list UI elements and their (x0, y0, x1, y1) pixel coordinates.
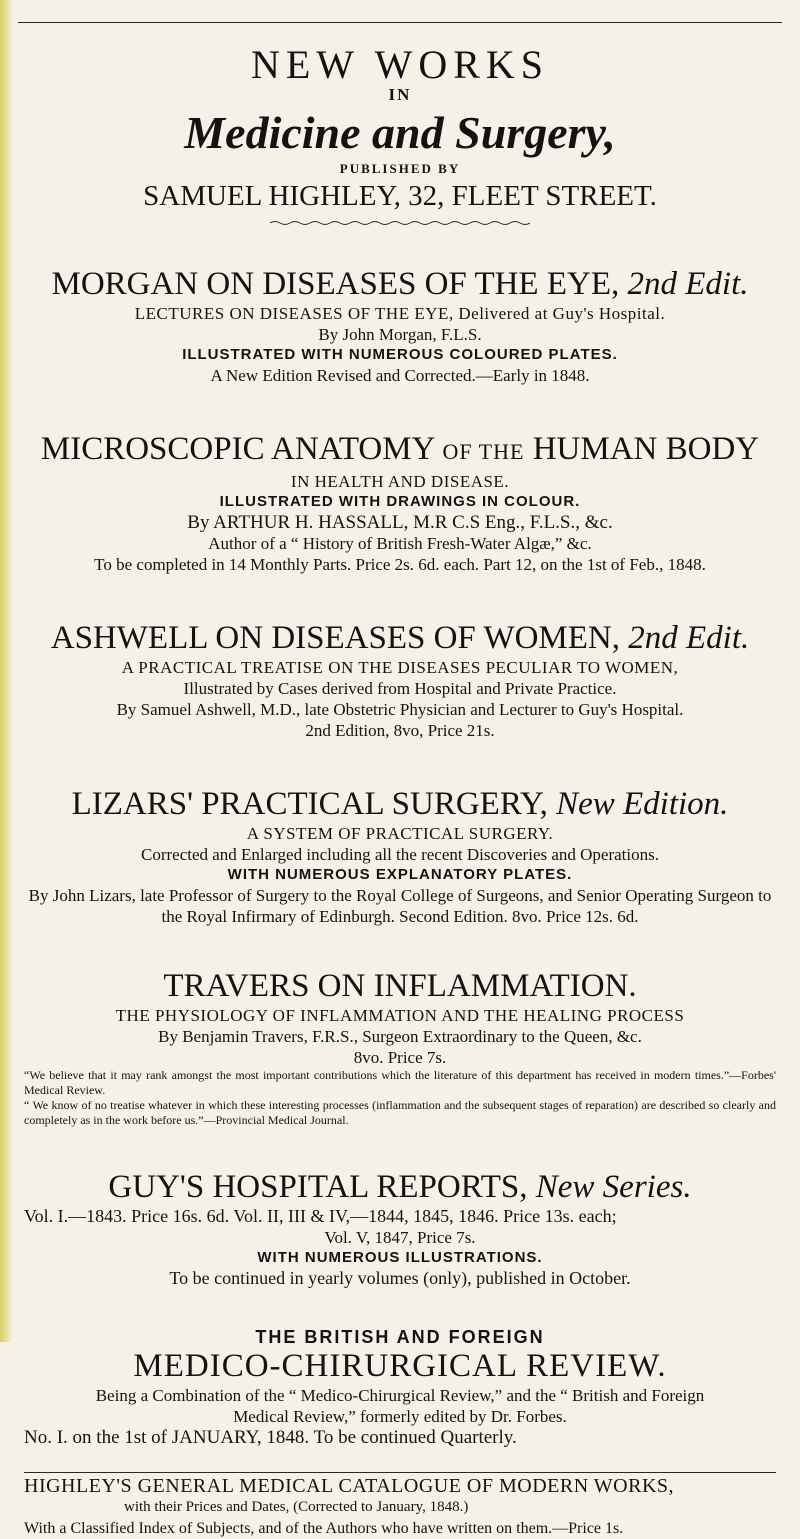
journal-title: MEDICO-CHIRURGICAL REVIEW. (133, 1348, 667, 1384)
header-subject: Medicine and Surgery, (184, 107, 616, 158)
book-subtitle: A SYSTEM OF PRACTICAL SURGERY. (246, 824, 554, 843)
journal-issue: No. I. on the 1st of JANUARY, 1848. To be continued Quarterly. (24, 1427, 517, 1448)
book-guys-reports (24, 1168, 776, 1289)
book-subtitle: THE PHYSIOLOGY OF INFLAMMATION AND THE HEALING PROCESS (115, 1006, 685, 1025)
book-title (24, 430, 776, 471)
publisher-line: SAMUEL HIGHLEY, 32, FLEET STREET. (143, 180, 657, 212)
book-author: By Samuel Ashwell, M.D., late Obstetric Physician and Lecturer to Guy's Hospital. (116, 700, 684, 719)
book-illustration-note: ILLUSTRATED WITH DRAWINGS IN COLOUR. (219, 493, 581, 510)
book-illustration-note: ILLUSTRATED WITH NUMEROUS COLOURED PLATES. (182, 346, 618, 363)
book-title (24, 265, 776, 303)
book-description: Illustrated by Cases derived from Hospital and Private Practice. (183, 679, 617, 698)
book-volumes: Vol. I.—1843. Price 16s. 6d. Vol. II, III & IV,—1844, 1845, 1846. Price 13s. each; (24, 1206, 617, 1226)
book-title (24, 619, 776, 657)
book-travers (24, 967, 776, 1128)
catalogue-rule (24, 1472, 776, 1473)
book-edition: New Series. (535, 1169, 692, 1205)
advertisement-page (24, 0, 776, 1539)
catalogue-title: HIGHLEY'S GENERAL MEDICAL CATALOGUE OF MODERN WORKS, (24, 1475, 675, 1497)
book-subtitle: LECTURES ON DISEASES OF THE EYE, Delivered at Guy's Hospital. (134, 304, 666, 323)
book-author-note: Author of a “ History of British Fresh-Water Algæ,” &c. (208, 534, 592, 553)
catalogue-index-line: With a Classified Index of Subjects, and of the Authors who have written on them.—Price 1s. (24, 1520, 624, 1537)
book-title (24, 785, 776, 823)
book-author: By John Lizars, late Professor of Surgery to the Royal College of Surgeons, and Senior Operating Surgeon to the Royal Infirmary of Edinburgh. Second Edition. 8vo. Price 12s. 6d. (28, 886, 772, 926)
book-title-part-c: HUMAN BODY (524, 431, 760, 467)
book-title-main: GUY'S HOSPITAL REPORTS, (108, 1169, 536, 1205)
wavy-rule (270, 220, 530, 226)
book-title-main: LIZARS' PRACTICAL SURGERY, (71, 786, 557, 822)
book-price: 2nd Edition, 8vo, Price 21s. (305, 721, 495, 740)
journal-description: Being a Combination of the “ Medico-Chirurgical Review,” and the “ British and Foreign (95, 1386, 705, 1405)
header-in: IN (388, 85, 412, 104)
book-subtitle: A PRACTICAL TREATISE ON THE DISEASES PECULIAR TO WOMEN, (121, 658, 679, 677)
book-author: By ARTHUR H. HASSALL, M.R C.S Eng., F.L.S., &c. (187, 512, 613, 533)
journal-description-2: Medical Review,” formerly edited by Dr. Forbes. (233, 1407, 567, 1426)
book-volume-v: Vol. V, 1847, Price 7s. (324, 1228, 476, 1247)
book-subtitle: IN HEALTH AND DISEASE. (290, 472, 510, 491)
book-title (24, 1168, 776, 1206)
book-illustration-note: WITH NUMEROUS EXPLANATORY PLATES. (227, 866, 573, 883)
book-title-part-b: OF THE (442, 439, 525, 464)
book-edition: 2nd Edit. (627, 266, 749, 302)
book-price: To be completed in 14 Monthly Parts. Price 2s. 6d. each. Part 12, on the 1st of Feb., 1848. (94, 555, 706, 574)
book-title-part-a: MICROSCOPIC ANATOMY (40, 431, 443, 467)
review-quote: “ We know of no treatise whatever in which these interesting processes (inflammation and the subsequent stages of reparation) are described so clearly and completely as in the work before us.”—Provincial Medical Journal. (24, 1098, 776, 1127)
journal-kicker: THE BRITISH AND FOREIGN (255, 1327, 545, 1347)
catalogue-subtitle: with their Prices and Dates, (Corrected to January, 1848.) (124, 1499, 469, 1515)
page-edge (0, 0, 12, 1342)
book-hassall (24, 430, 776, 575)
book-price: 8vo. Price 7s. (353, 1048, 447, 1067)
book-edition: 2nd Edit. (628, 620, 750, 656)
book-morgan (24, 265, 776, 386)
book-description: Corrected and Enlarged including all the recent Discoveries and Operations. (140, 845, 659, 864)
book-note: To be continued in yearly volumes (only), published in October. (169, 1268, 631, 1288)
book-note: A New Edition Revised and Corrected.—Early in 1848. (210, 366, 590, 385)
header-new-works: NEW WORKS (250, 42, 550, 87)
book-edition: New Edition. (556, 786, 729, 822)
book-author: By Benjamin Travers, F.R.S., Surgeon Extraordinary to the Queen, &c. (158, 1027, 642, 1046)
book-title-main: ASHWELL ON DISEASES OF WOMEN, (50, 620, 629, 656)
book-author: By John Morgan, F.L.S. (318, 325, 482, 344)
book-title-main: MORGAN ON DISEASES OF THE EYE, (51, 266, 628, 302)
book-illustration-note: WITH NUMEROUS ILLUSTRATIONS. (257, 1249, 543, 1266)
review-journal (24, 1327, 776, 1448)
review-quote: “We believe that it may rank amongst the most important contributions which the literature of this department has received in modern times.”—Forbes' Medical Review. (24, 1068, 776, 1097)
catalogue-notice (24, 1472, 776, 1539)
published-by: PUBLISHED BY (339, 161, 461, 176)
book-lizars (24, 785, 776, 927)
book-ashwell (24, 619, 776, 741)
book-title: TRAVERS ON INFLAMMATION. (163, 968, 637, 1004)
